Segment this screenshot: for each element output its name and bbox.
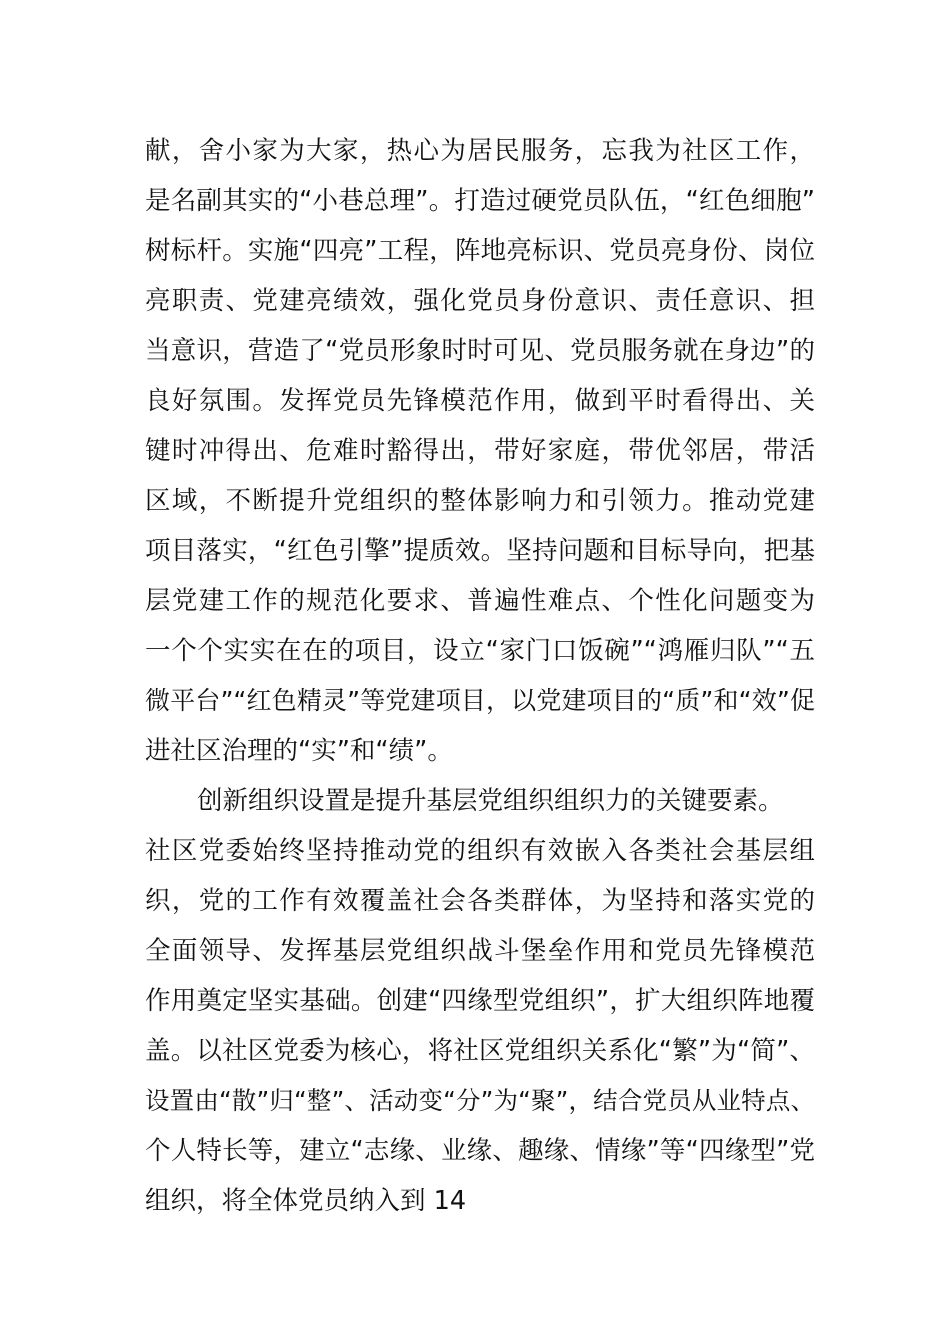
text-line: 良好氛围。发挥党员先锋模范作用，做到平时看得出、关 [145,386,815,416]
text-line: 是名副其实的“小巷总理”。打造过硬党员队伍，“红色细胞” [145,186,815,216]
text-line: 层党建工作的规范化要求、普遍性难点、个性化问题变为 [145,586,815,616]
text-line: 社区党委始终坚持推动党的组织有效嵌入各类社会基层组 [145,836,815,866]
text-line: 微平台”“红色精灵”等党建项目，以党建项目的“质”和“效”促 [145,686,815,715]
text-line: 当意识，营造了“党员形象时时可见、党员服务就在身边”的 [145,336,815,366]
text-line: 键时冲得出、危难时豁得出，带好家庭，带优邻居，带活 [145,436,815,466]
text-line: 献，舍小家为大家，热心为居民服务，忘我为社区工作， [145,136,815,166]
text-line: 个人特长等，建立“志缘、业缘、趣缘、情缘”等“四缘型”党 [145,1136,815,1166]
text-line: 项目落实，“红色引擎”提质效。坚持问题和目标导向，把基 [145,536,815,566]
paragraph-end-line: 组织，将全体党员纳入到 14 [145,1186,467,1216]
text-line: 树标杆。实施“四亮”工程，阵地亮标识、党员亮身份、岗位 [145,236,815,266]
paragraph-end-line: 进社区治理的“实”和“绩”。 [145,736,453,766]
text-line: 亮职责、党建亮绩效，强化党员身份意识、责任意识、担 [145,286,815,316]
body-text [145,126,815,1226]
text-line: 一个个实实在在的项目，设立“家门口饭碗”“鸿雁归队”“五 [145,636,815,666]
text-line: 区域，不断提升党组织的整体影响力和引领力。推动党建 [145,486,815,516]
text-line: 作用奠定坚实基础。创建“四缘型党组织”，扩大组织阵地覆 [145,986,815,1016]
paragraph-first-line: 创新组织设置是提升基层党组织组织力的关键要素。 [197,786,784,816]
text-line: 盖。以社区党委为核心，将社区党组织关系化“繁”为“简”、 [145,1036,815,1066]
text-line: 设置由“散”归“整”、活动变“分”为“聚”，结合党员从业特点、 [145,1086,815,1115]
text-line: 织，党的工作有效覆盖社会各类群体，为坚持和落实党的 [145,886,815,916]
text-line: 全面领导、发挥基层党组织战斗堡垒作用和党员先锋模范 [145,936,815,966]
